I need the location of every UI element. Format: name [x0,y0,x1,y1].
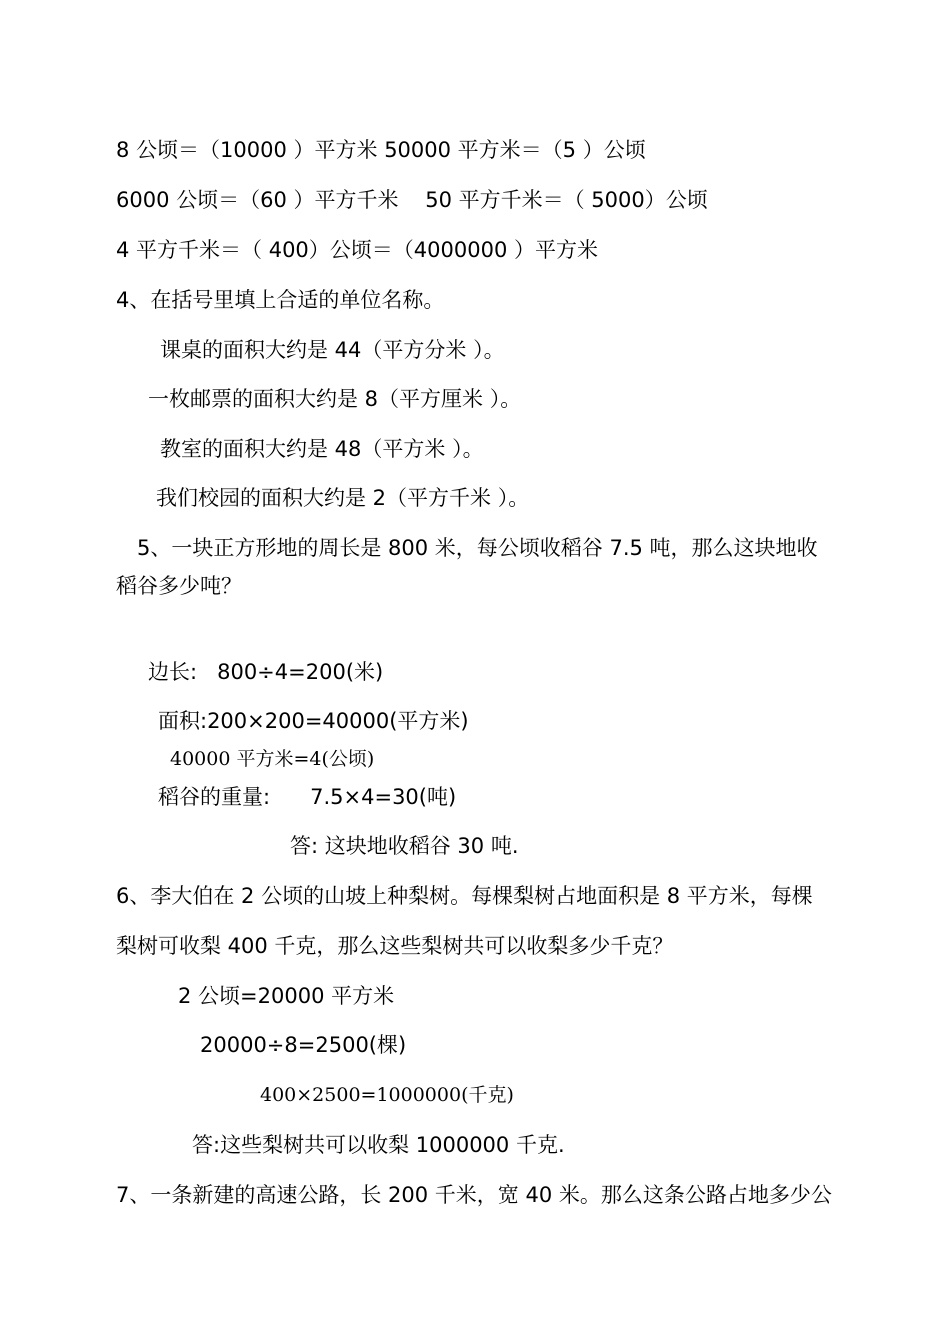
question-7-line-1: 7、一条新建的高速公路，长 200 千米，宽 40 米。那么这条公路占地多少公 [116,1183,832,1207]
solution-6-pears: 400×2500=1000000(千克) [260,1084,514,1106]
answer-campus-area: 我们校园的面积大约是 2（平方千米 ）。 [156,486,530,510]
solution-6-answer: 答:这些梨树共可以收梨 1000000 千克. [192,1133,565,1157]
solution-6-trees: 20000÷8=2500(棵) [200,1033,407,1057]
solution-5-hectare: 40000 平方米=4(公顷) [170,748,375,770]
question-6-line-1: 6、李大伯在 2 公顷的山坡上种梨树。每棵梨树占地面积是 8 平方米，每棵 [116,884,813,908]
question-5-line-1: 5、一块正方形地的周长是 800 米，每公顷收稻谷 7.5 吨，那么这块地收 [137,536,818,560]
question-6-line-2: 梨树可收梨 400 千克，那么这些梨树共可以收梨多少千克？ [116,934,674,958]
solution-5-area: 面积:200×200=40000(平方米) [158,709,469,733]
question-4-heading: 4、在括号里填上合适的单位名称。 [116,288,445,312]
conversion-line-2: 6000 公顷＝（60 ）平方千米 50 平方千米＝（ 5000）公顷 [116,188,708,212]
conversion-line-1: 8 公顷＝（10000 ）平方米 50000 平方米＝（5 ）公顷 [116,138,646,162]
answer-stamp-area: 一枚邮票的面积大约是 8（平方厘米 ）。 [148,387,522,411]
conversion-line-3: 4 平方千米＝（ 400）公顷＝（4000000 ）平方米 [116,238,598,262]
question-5-line-2: 稻谷多少吨？ [116,574,242,598]
solution-5-answer: 答: 这块地收稻谷 30 吨. [290,834,519,858]
answer-desk-area: 课桌的面积大约是 44（平方分米 ）。 [160,338,505,362]
solution-5-rice: 稻谷的重量: 7.5×4=30(吨) [158,785,457,809]
answer-classroom-area: 教室的面积大约是 48（平方米 ）。 [160,437,484,461]
solution-5-side: 边长: 800÷4=200(米) [148,660,384,684]
solution-6-conversion: 2 公顷=20000 平方米 [178,984,395,1008]
